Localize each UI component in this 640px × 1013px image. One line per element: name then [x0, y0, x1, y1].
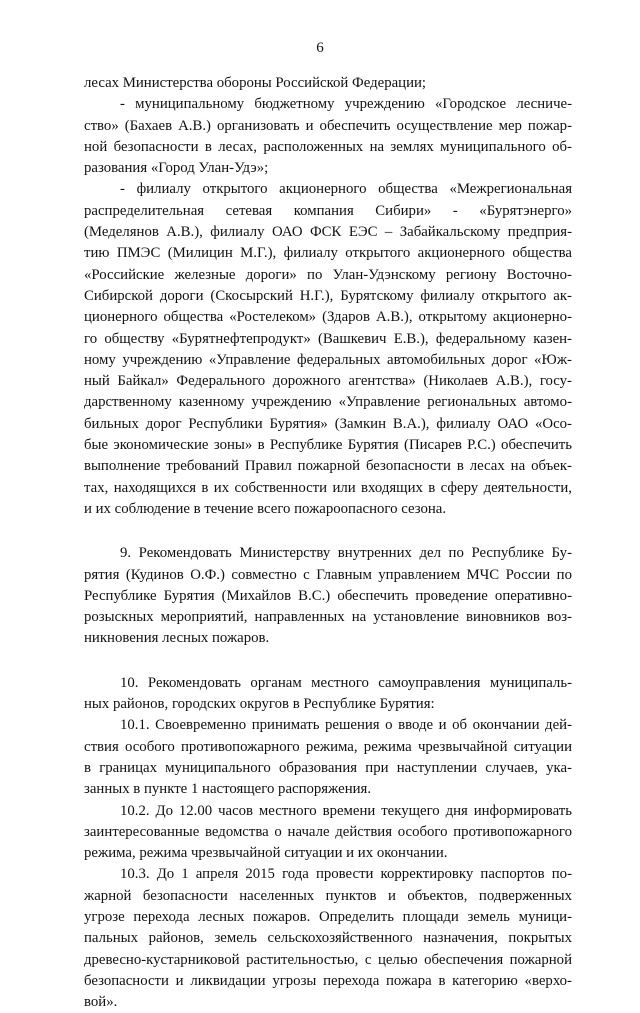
- text-line: ный Байкал» Федерального дорожного агентства» (Николаев А.В.), госу-: [84, 373, 572, 390]
- text-line: выполнение требований Правил пожарной безопасности в лесах на объек-: [84, 458, 572, 475]
- text-line: 9. Рекомендовать Министерству внутренних дел по Республике Бу-: [120, 545, 572, 562]
- text-line: никновения лесных пожаров.: [84, 630, 270, 647]
- text-line: ствия особого противопожарного режима, режима чрезвычайной ситуации: [84, 738, 572, 755]
- text-line: и их соблюдение в течение всего пожароопасного сезона.: [84, 500, 447, 517]
- text-line: 10.1. Своевременно принимать решения о вводе и об окончании дей-: [120, 717, 572, 734]
- text-line: вой».: [84, 994, 118, 1011]
- text-line: занных в пункте 1 настоящего распоряжения.: [84, 781, 372, 798]
- text-line: режима, режима чрезвычайной ситуации и их окончании.: [84, 845, 448, 862]
- text-line: го обществу «Бурятнефтепродукт» (Вашкевич Е.В.), федеральному казен-: [84, 330, 572, 347]
- paragraph-1: [84, 73, 572, 520]
- text-line: ному учреждению «Управление федеральных автомобильных дорог «Юж-: [84, 351, 572, 368]
- text-line: заинтересованные ведомства о начале действия особого противопожарного: [84, 823, 572, 840]
- text-line: розыскных мероприятий, направленных на установление виновников воз-: [84, 609, 572, 626]
- text-line: древесно-кустарниковой растительностью, с целью обеспечения пожарной: [84, 951, 572, 968]
- text-line: 10. Рекомендовать органам местного самоуправления муниципаль-: [120, 674, 572, 691]
- text-line: безопасности и ликвидации угрозы перехода пожара в категорию «верхо-: [84, 972, 572, 989]
- text-line: «Российские железные дороги» по Улан-Удэнскому региону Восточно-: [84, 266, 572, 283]
- text-line: бые экономические зоны» в Республике Бурятия (Писарев Р.С.) обеспечить: [84, 437, 572, 454]
- paragraph-gap: [84, 650, 572, 673]
- text-line: угрозе перехода лесных пожаров. Определить площади земель муници-: [84, 908, 572, 925]
- text-line: лесах Министерства обороны Российской Федерации;: [84, 75, 427, 91]
- text-line: (Меделянов А.В.), филиалу ОАО ФСК ЕЭС – Забайкальскому предприя-: [84, 224, 572, 241]
- text-line: ных районов, городских округов в Республике Бурятия:: [84, 696, 435, 713]
- text-line: ство» (Бахаев А.В.) организовать и обеспечить осуществление мер пожар-: [84, 117, 572, 134]
- text-line: в границах муниципального образования при наступлении случаев, ука-: [84, 759, 572, 776]
- text-line: пальных районов, земель сельскохозяйственного назначения, покрытых: [84, 930, 572, 947]
- text-line: - филиалу открытого акционерного общества «Межрегиональная: [120, 181, 572, 198]
- paragraph-3: [84, 673, 572, 1013]
- page-number: 6: [316, 40, 324, 56]
- paragraph-2: [84, 543, 572, 649]
- text-line: жарной безопасности населенных пунктов и объектов, подверженных: [84, 887, 572, 904]
- text-line: Сибирской дороги (Скосырский Н.Г.), Бурятскому филиалу открытого ак-: [84, 287, 572, 304]
- text-line: тию ПМЭС (Милицин М.Г.), филиалу открытого акционерного общества: [84, 245, 572, 262]
- text-line: рятия (Кудинов О.Ф.) совместно с Главным управлением МЧС России по: [84, 566, 572, 583]
- document-body: [84, 73, 572, 1013]
- text-line: ной безопасности в лесах, расположенных на землях муниципального об-: [84, 138, 572, 155]
- text-line: распределительная сетевая компания Сибири» - «Бурятэнерго»: [84, 202, 572, 219]
- text-line: 10.2. До 12.00 часов местного времени текущего дня информировать: [120, 802, 572, 819]
- text-line: бильных дорог Республики Бурятия» (Замкин В.А.), филиалу ОАО «Осо-: [84, 415, 572, 432]
- text-line: разования «Город Улан-Удэ»;: [84, 160, 269, 177]
- text-line: 10.3. До 1 апреля 2015 года провести корректировку паспортов по-: [120, 866, 572, 883]
- text-line: дарственному казенному учреждению «Управление региональных автомо-: [84, 394, 572, 411]
- text-line: Республике Бурятия (Михайлов В.С.) обеспечить проведение оперативно-: [84, 587, 572, 604]
- text-line: ционерного общества «Ростелеком» (Здаров А.В.), открытому акционерно-: [84, 309, 572, 326]
- text-line: тах, находящихся в их собственности или входящих в сферу деятельности,: [84, 479, 572, 496]
- text-line: - муниципальному бюджетному учреждению «Городское лесниче-: [120, 96, 572, 113]
- paragraph-gap: [84, 520, 572, 543]
